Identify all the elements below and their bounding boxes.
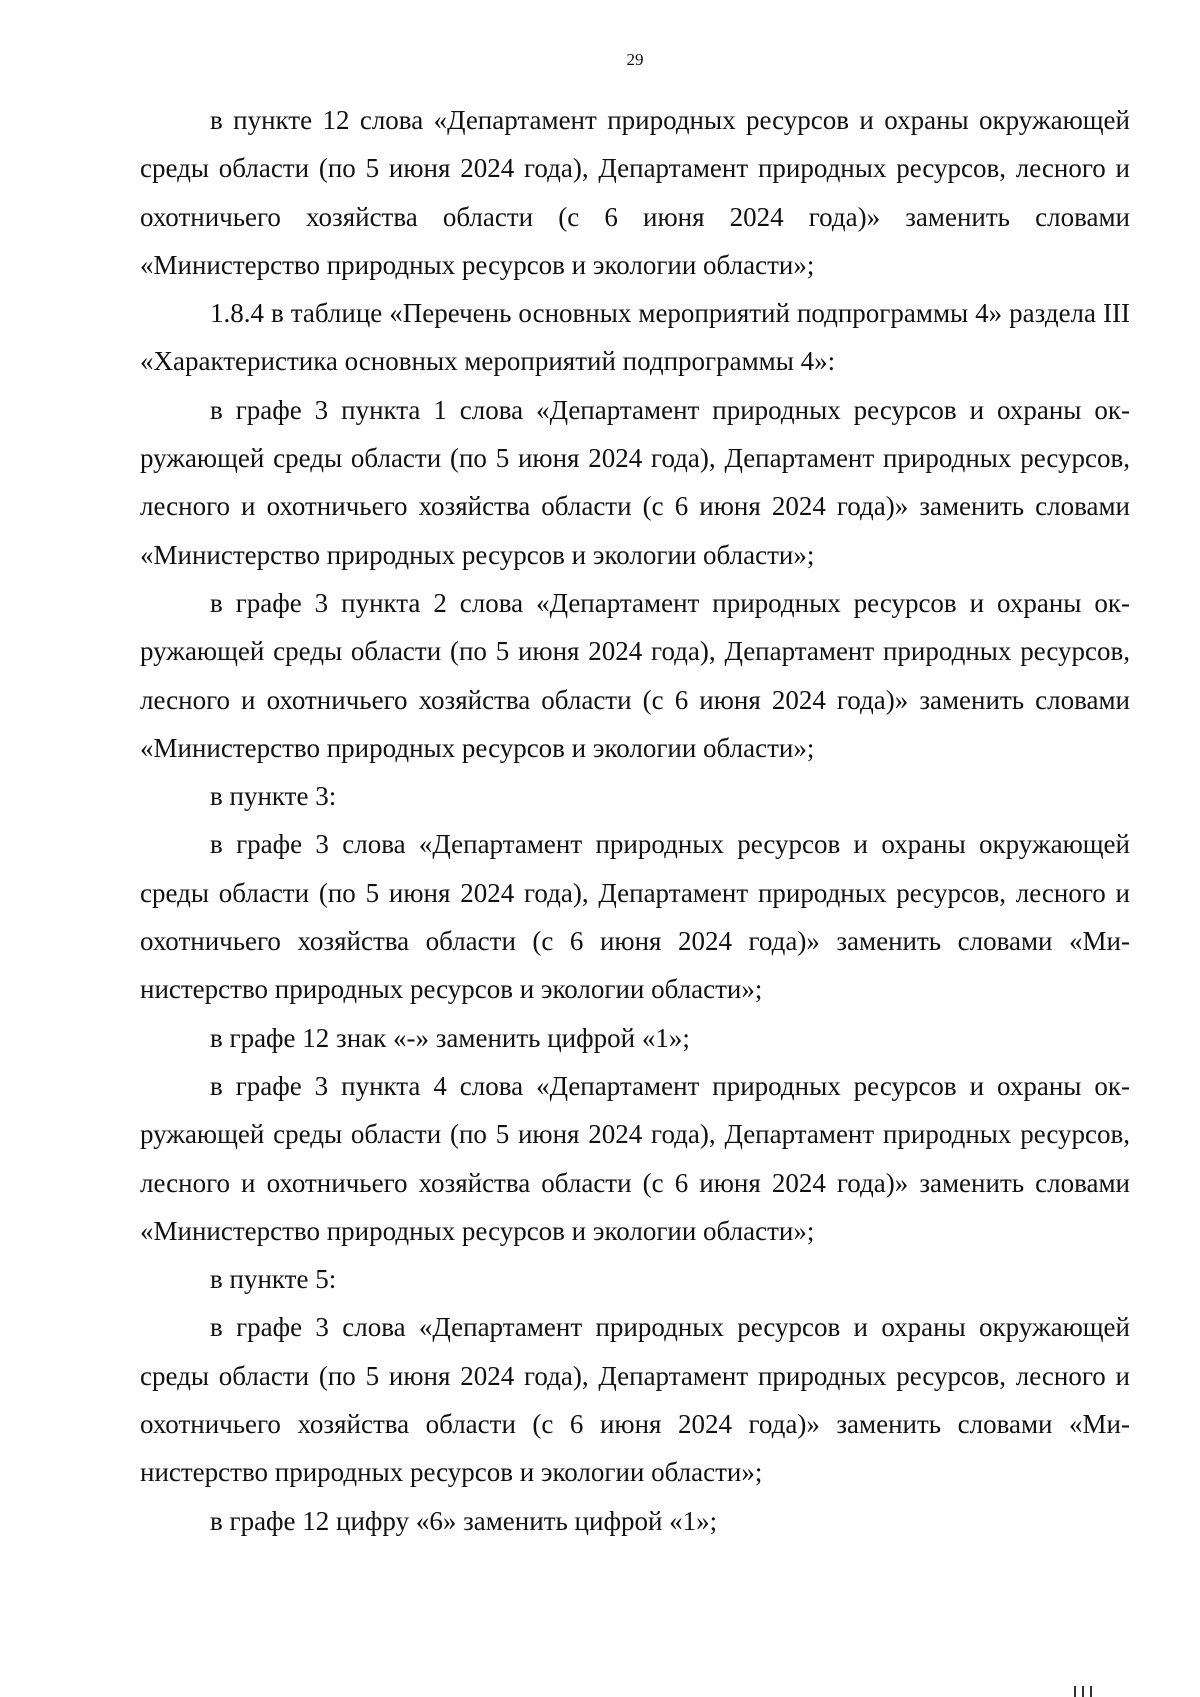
paragraph-punkt-2: в графе 3 пункта 2 слова «Департамент природных ресурсов и охраны окружающей среды области (по 5 июня 2024 года), Департамент природных ресурсов, лесного и охотничьего хозяйства области (с 6 июня 2024 года)» заменить словами «Министерство природных ресурсов и экологии области»; [140, 587, 1130, 763]
paragraph-punkt-5-heading: в пункте 5: [210, 1264, 337, 1295]
paragraph-punkt-5-grafa-12: в графе 12 цифру «6» заменить цифрой «1»; [210, 1505, 718, 1536]
paragraph-1-8-4: 1.8.4 в таблице «Перечень основных мероприятий подпрограммы 4» раздела III «Характеристика основных мероприятий подпрограммы 4»: [140, 298, 1130, 377]
document-body [140, 96, 1130, 1545]
page-number: 29 [626, 50, 644, 69]
paragraph-punkt-12: в пункте 12 слова «Департамент природных ресурсов и охраны окружающей среды области (по 5 июня 2024 года), Департамент природных ресурсов, лесного и охотничьего хозяйства области (с 6 июня 2024 года)» заменить словами «Министерство природных ресурсов и экологии области»; [140, 105, 1130, 280]
paragraph-punkt-3-heading: в пункте 3: [210, 781, 337, 812]
paragraph-punkt-1: в графе 3 пункта 1 слова «Департамент природных ресурсов и охраны окружающей среды области (по 5 июня 2024 года), Департамент природных ресурсов, лесного и охотничьего хозяйства области (с 6 июня 2024 года)» заменить словами «Министерство природных ресурсов и экологии области»; [140, 394, 1130, 570]
paragraph-punkt-4: в графе 3 пункта 4 слова «Департамент природных ресурсов и охраны окружающей среды области (по 5 июня 2024 года), Департамент природных ресурсов, лесного и охотничьего хозяйства области (с 6 июня 2024 года)» заменить словами «Министерство природных ресурсов и экологии области»; [140, 1070, 1130, 1246]
scan-mark [1074, 1686, 1076, 1697]
scan-mark [1090, 1686, 1092, 1697]
paragraph-punkt-3-grafa-3: в графе 3 слова «Департамент природных ресурсов и охраны окружающей среды области (по 5 июня 2024 года), Департамент природных ресурсов, лесного и охотничьего хозяйства области (с 6 июня 2024 года)» заменить словами «Министерство природных ресурсов и экологии области»; [140, 829, 1130, 1005]
paragraph-punkt-5-grafa-3: в графе 3 слова «Департамент природных ресурсов и охраны окружающей среды области (по 5 июня 2024 года), Департамент природных ресурсов, лесного и охотничьего хозяйства области (с 6 июня 2024 года)» заменить словами «Министерство природных ресурсов и экологии области»; [140, 1312, 1130, 1488]
scan-mark [1082, 1686, 1084, 1697]
paragraph-punkt-3-grafa-12: в графе 12 знак «-» заменить цифрой «1»; [210, 1022, 690, 1053]
